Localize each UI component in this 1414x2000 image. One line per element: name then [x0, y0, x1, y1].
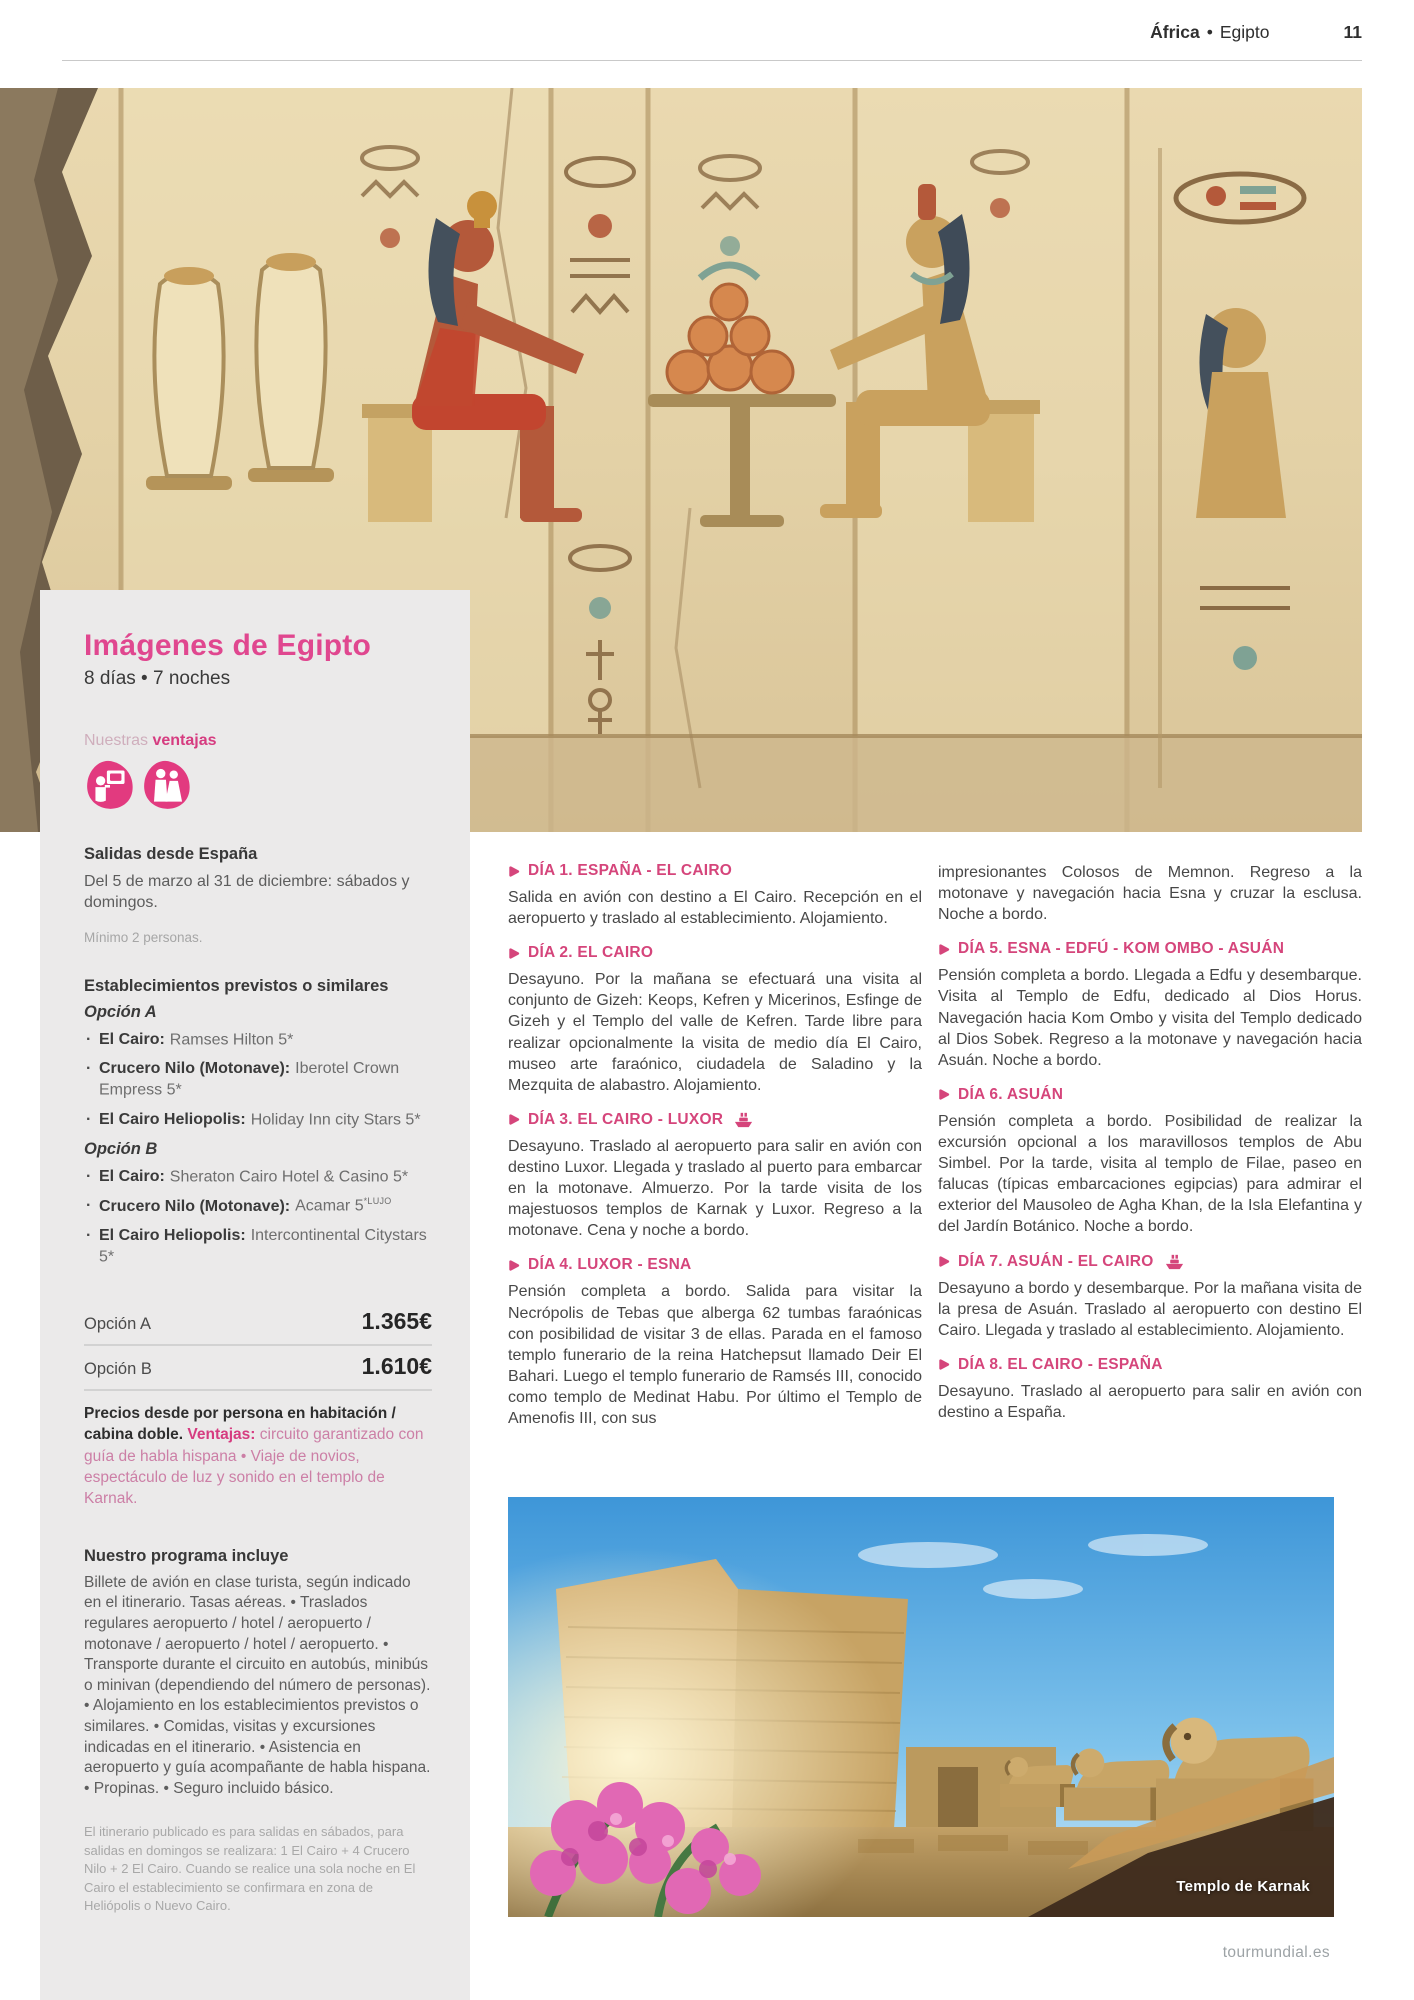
day-body-1: Salida en avión con destino a El Cairo. Recepción en el aeropuerto y traslado al establecimiento. Alojamiento.	[508, 889, 922, 928]
hotel-name: Ramses Hilton 5*	[169, 1031, 294, 1048]
price-value: 1.610€	[361, 1353, 432, 1380]
day-heading-6	[938, 1086, 1362, 1104]
day-marker-icon	[938, 1088, 950, 1101]
establishments-heading: Establecimientos previstos o similares	[84, 976, 389, 995]
day-heading-5	[938, 940, 1362, 958]
hotel-name: Sheraton Cairo Hotel & Casino 5*	[169, 1167, 409, 1185]
cruise-ship-icon	[733, 1111, 754, 1129]
day-body-6: Pensión completa a bordo. Posibilidad de realizar la excursión opcional a los maravillosos templos de Abu Simbel. Por la tarde, visita al templo de Filae, paseo en falucas (típicas embarcaciones egipcias) para admirar el exterior del Mausoleo de Agha Khan, de la Isla Elefantina y del Jardín Botánico. Noche a bordo.	[938, 1112, 1362, 1236]
price-table	[84, 1301, 432, 1391]
advantages-label-light: Nuestras	[84, 731, 149, 749]
hotel-item	[84, 1030, 432, 1051]
day-heading-3	[508, 1111, 922, 1129]
price-row-option-a	[84, 1301, 432, 1346]
karnak-photo-illustration	[508, 1497, 1334, 1917]
advantages-label	[84, 732, 432, 750]
hotel-location: Crucero Nilo (Motonave):	[99, 1060, 291, 1078]
price-note-pink-label: Ventajas:	[187, 1426, 256, 1444]
day-heading-label: DÍA 8. EL CAIRO - ESPAÑA	[958, 1355, 1163, 1373]
option-b-hotels	[84, 1167, 432, 1268]
day-heading-label: DÍA 7. ASUÁN - EL CAIRO	[958, 1252, 1154, 1270]
fine-print: El itinerario publicado es para salidas en sábados, para salidas en domingos se realizara: 1 El Cairo + 4 Crucero Nilo + 2 El Cairo. Cuando se realice una sola noche en El Cairo el establecimiento se confirmara en zona de Heliópolis o Nuevo Cairo.	[84, 1824, 416, 1914]
hotel-name-suffix: *LUJO	[363, 1196, 392, 1207]
itinerary-column-1	[508, 862, 922, 1429]
hotel-location: El Cairo Heliopolis:	[99, 1227, 246, 1245]
hotel-item	[84, 1167, 432, 1188]
photo-caption: Templo de Karnak	[1176, 1878, 1310, 1895]
day-heading-label: DÍA 6. ASUÁN	[958, 1085, 1064, 1103]
advantage-badges	[84, 759, 432, 811]
day-body-2: Desayuno. Por la mañana se efectuará una visita al conjunto de Gizeh: Keops, Kefren y Micerinos, Esfinge de Gizeh y el Templo del valle de Kefren. Tarde libre para realizar opcionalmente la visita de medio día El Cairo, museo arte faraónico, ciudadela de Saladino y la Mezquita de alabastro. Alojamiento.	[508, 971, 922, 1094]
price-value: 1.365€	[361, 1308, 432, 1335]
price-row-option-b	[84, 1346, 432, 1391]
day-marker-icon	[508, 1259, 520, 1272]
hotel-name: Holiday Inn city Stars 5*	[250, 1111, 421, 1129]
hotel-name: Iberotel Crown Empress 5*	[99, 1060, 400, 1099]
hotel-location: El Cairo:	[99, 1031, 165, 1048]
day-body-4: Pensión completa a bordo. Salida para visitar la Necrópolis de Tebas que alberga 62 tumbas faraónicas con posibilidad de visitar 3 de ellas. Parada en el famoso templo funerario de la reina Hatchepsut llamado Deir El Bahari. Luego el templo funerario de Ramsés III, conocido como templo de Medinat Habu. Por último el Templo de Amenofis III, con sus	[508, 1283, 922, 1428]
day-marker-icon	[938, 1255, 950, 1268]
departures-heading: Salidas desde España	[84, 844, 258, 863]
price-note-bold: Precios desde por persona en habitación / cabina doble.	[84, 1405, 396, 1444]
breadcrumb-separator: •	[1206, 22, 1213, 42]
trip-title: Imágenes de Egipto	[84, 629, 371, 662]
cruise-ship-icon	[1164, 1253, 1185, 1271]
advantages-label-bold: ventajas	[152, 731, 217, 749]
hotel-name: Acamar 5	[295, 1197, 364, 1215]
page-header	[62, 22, 1362, 61]
breadcrumb-section: África	[1150, 22, 1200, 42]
option-a-label: Opción A	[84, 1002, 157, 1021]
hotel-location: El Cairo:	[99, 1167, 165, 1185]
includes-body: Billete de avión en clase turista, según indicado en el itinerario. Tasas aéreas. • Traslados regulares aeropuerto / hotel / aeropuerto / motonave / aeropuerto / hotel / aeropuerto. • Transporte durante el circuito en autobús, minibús o minivan (dependiendo del número de personas). • Alojamiento en los establecimientos previstos o similares. • Comidas, visitas y excursiones indicadas en el itinerario. • Asistencia en aeropuerto y guía acompañante de habla hispana. • Propinas. • Seguro incluido básico.	[84, 1573, 431, 1797]
option-a-hotels	[84, 1030, 432, 1131]
day-marker-icon	[938, 1358, 950, 1371]
day-body-3: Desayuno. Traslado al aeropuerto para salir en avión con destino Luxor. Llegada y traslado al puerto para embarcar en la motonave. Almuerzo. Por la tarde visita de los majestuosos templos de Karnak y Luxor. Regreso a la motonave. Cena y noche a bordo.	[508, 1137, 922, 1240]
price-label: Opción B	[84, 1360, 152, 1379]
includes-heading: Nuestro programa incluye	[84, 1546, 289, 1565]
day-marker-icon	[508, 865, 520, 878]
footer-site-link[interactable]: tourmundial.es	[1222, 1944, 1330, 1961]
departures-note: Mínimo 2 personas.	[84, 929, 203, 945]
day-marker-icon	[938, 943, 950, 956]
day-heading-label: DÍA 4. LUXOR - ESNA	[528, 1256, 692, 1274]
day-heading-7	[938, 1253, 1362, 1271]
day-marker-icon	[508, 947, 520, 960]
trip-duration: 8 días • 7 noches	[84, 667, 231, 689]
price-label: Opción A	[84, 1315, 151, 1334]
offer-sidebar	[40, 590, 470, 2000]
option-b-label: Opción B	[84, 1139, 158, 1158]
hotel-location: Crucero Nilo (Motonave):	[99, 1197, 291, 1215]
day-heading-8	[938, 1356, 1362, 1374]
hotel-name: Intercontinental Citystars 5*	[99, 1227, 427, 1265]
page-number: 11	[1343, 22, 1362, 42]
day-body-8: Desayuno. Traslado al aeropuerto para salir en avión con destino a España.	[938, 1382, 1362, 1421]
breadcrumb-subsection: Egipto	[1219, 22, 1270, 42]
karnak-photo	[508, 1497, 1334, 1917]
day-4-continuation: impresionantes Colosos de Memnon. Regreso a la motonave y navegación hacia Esna y cruzar la esclusa. Noche a bordo.	[938, 864, 1362, 924]
day-heading-label: DÍA 5. ESNA - EDFÚ - KOM OMBO - ASUÁN	[958, 940, 1285, 958]
hotel-item	[84, 1196, 432, 1217]
price-note	[84, 1403, 432, 1508]
day-heading-label: DÍA 3. EL CAIRO - LUXOR	[528, 1110, 724, 1128]
day-body-7: Desayuno a bordo y desembarque. Por la mañana visita de la presa de Asuán. Traslado al aeropuerto con destino El Cairo. Llegada y traslado al establecimiento. Alojamiento.	[938, 1279, 1362, 1339]
day-heading-label: DÍA 1. ESPAÑA - EL CAIRO	[528, 862, 733, 879]
hotel-item	[84, 1226, 432, 1267]
day-marker-icon	[508, 1113, 520, 1126]
departures-body: Del 5 de marzo al 31 de diciembre: sábados y domingos.	[84, 872, 410, 912]
day-heading-label: DÍA 2. EL CAIRO	[528, 944, 654, 962]
honeymoon-badge-icon	[141, 759, 193, 811]
price-note-pink-text: circuito garantizado con guía de habla hispana • Viaje de novios, espectáculo de luz y sonido en el templo de Karnak.	[84, 1426, 424, 1507]
day-body-5: Pensión completa a bordo. Llegada a Edfu y desembarque. Visita al Templo de Edfu, dedicado al Dios Horus. Navegación hacia Kom Ombo y visita del Templo dedicado al Dios Sobek. Regreso a la motonave y navegación hacia Asuán. Noche a bordo.	[938, 967, 1362, 1069]
day-heading-2	[508, 944, 922, 962]
day-heading-1	[508, 862, 922, 880]
hotel-item	[84, 1110, 432, 1131]
hotel-location: El Cairo Heliopolis:	[99, 1111, 246, 1129]
day-heading-4	[508, 1256, 922, 1274]
itinerary-column-2	[938, 862, 1362, 1423]
hotel-item	[84, 1059, 432, 1100]
guide-badge-icon	[84, 759, 136, 811]
breadcrumb	[1150, 22, 1269, 43]
